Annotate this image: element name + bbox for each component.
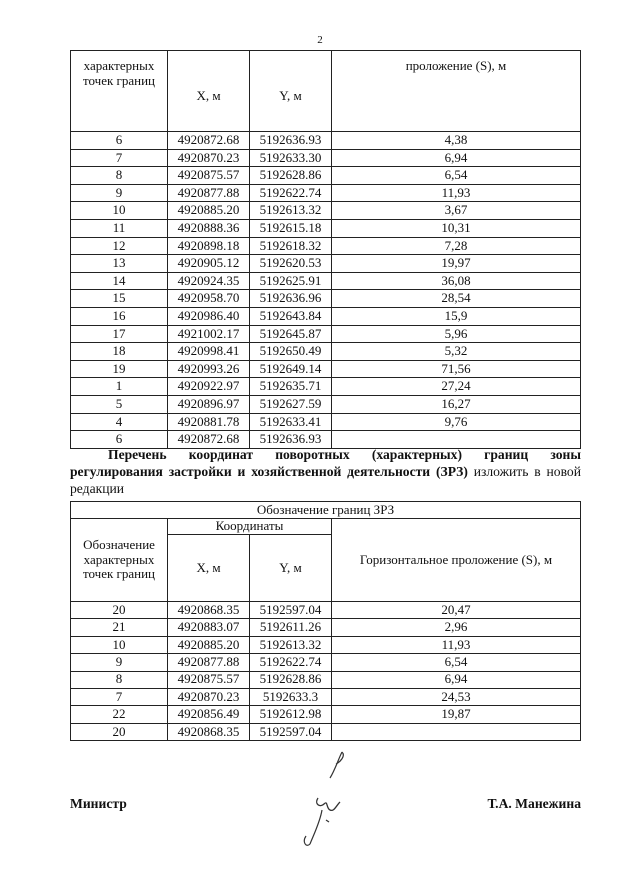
point-cell: 14 (71, 272, 168, 290)
x-cell: 4920986.40 (168, 307, 250, 325)
y-cell: 5192627.59 (250, 395, 332, 413)
signer-name: Т.А. Манежина (487, 796, 581, 811)
point-cell: 21 (71, 619, 168, 636)
table-row (71, 219, 581, 237)
y-cell: 5192636.93 (250, 132, 332, 150)
distance-cell: 11,93 (332, 184, 581, 202)
y-cell: 5192643.84 (250, 307, 332, 325)
paragraph-normal-text: изложить в новой редакции (70, 464, 581, 496)
y-cell: 5192635.71 (250, 378, 332, 396)
x-cell: 4920885.20 (168, 636, 250, 653)
point-cell: 10 (71, 202, 168, 220)
header-distance: Горизонтальное проложение (S), м (332, 519, 581, 602)
y-cell: 5192597.04 (250, 602, 332, 619)
point-cell: 1 (71, 378, 168, 396)
table-row (71, 237, 581, 255)
y-cell: 5192613.32 (250, 636, 332, 653)
table-row (71, 202, 581, 220)
distance-cell (332, 723, 581, 740)
distance-cell: 10,31 (332, 219, 581, 237)
x-cell: 4920868.35 (168, 723, 250, 740)
distance-cell: 24,53 (332, 688, 581, 705)
table-row (71, 167, 581, 185)
x-cell: 4920885.20 (168, 202, 250, 220)
point-cell: 18 (71, 343, 168, 361)
distance-cell: 19,87 (332, 706, 581, 723)
table-row (71, 149, 581, 167)
table-row (71, 378, 581, 396)
distance-cell: 71,56 (332, 360, 581, 378)
point-cell: 8 (71, 671, 168, 688)
x-cell: 4920905.12 (168, 255, 250, 273)
y-cell: 5192633.41 (250, 413, 332, 431)
distance-cell: 9,76 (332, 413, 581, 431)
table-row (71, 132, 581, 150)
x-cell: 4920958.70 (168, 290, 250, 308)
handwritten-signature (280, 748, 360, 858)
header-y: Y, м (250, 534, 332, 601)
table-row (71, 272, 581, 290)
y-cell: 5192615.18 (250, 219, 332, 237)
x-cell: 4920875.57 (168, 671, 250, 688)
point-cell: 9 (71, 184, 168, 202)
point-cell: 7 (71, 149, 168, 167)
x-cell: 4920877.88 (168, 184, 250, 202)
x-cell: 4920896.97 (168, 395, 250, 413)
table-row (71, 307, 581, 325)
table-row (71, 360, 581, 378)
x-cell: 4920883.07 (168, 619, 250, 636)
table-row (71, 184, 581, 202)
point-cell: 6 (71, 132, 168, 150)
x-cell: 4920898.18 (168, 237, 250, 255)
y-cell: 5192633.30 (250, 149, 332, 167)
x-cell: 4920856.49 (168, 706, 250, 723)
table-row (71, 671, 581, 688)
x-cell: 4920881.78 (168, 413, 250, 431)
table-row (71, 688, 581, 705)
distance-cell: 6,94 (332, 149, 581, 167)
x-cell: 4920993.26 (168, 360, 250, 378)
x-cell: 4920870.23 (168, 149, 250, 167)
x-cell: 4920922.97 (168, 378, 250, 396)
y-cell: 5192636.93 (250, 431, 332, 449)
page-number: 2 (317, 34, 323, 46)
table-row (71, 395, 581, 413)
x-cell: 4920870.23 (168, 688, 250, 705)
distance-cell: 28,54 (332, 290, 581, 308)
point-cell: 7 (71, 688, 168, 705)
y-cell: 5192628.86 (250, 671, 332, 688)
point-cell: 20 (71, 723, 168, 740)
distance-cell: 3,67 (332, 202, 581, 220)
table-row (71, 602, 581, 619)
point-cell: 12 (71, 237, 168, 255)
y-cell: 5192612.98 (250, 706, 332, 723)
table-header-row (71, 519, 581, 535)
y-cell: 5192620.53 (250, 255, 332, 273)
point-cell: 9 (71, 654, 168, 671)
table-row (71, 290, 581, 308)
y-cell: 5192650.49 (250, 343, 332, 361)
y-cell: 5192649.14 (250, 360, 332, 378)
y-cell: 5192618.32 (250, 237, 332, 255)
distance-cell: 36,08 (332, 272, 581, 290)
x-cell: 4921002.17 (168, 325, 250, 343)
table-row (71, 723, 581, 740)
y-cell: 5192625.91 (250, 272, 332, 290)
table-row (71, 619, 581, 636)
distance-cell: 11,93 (332, 636, 581, 653)
distance-cell: 16,27 (332, 395, 581, 413)
y-cell: 5192636.96 (250, 290, 332, 308)
point-cell: 5 (71, 395, 168, 413)
table-row (71, 325, 581, 343)
distance-cell: 6,54 (332, 654, 581, 671)
paragraph-bold-text: Перечень координат поворотных (характерных) границ зоны регулирования застройки и хозяйственной деятельности (ЗРЗ) (70, 447, 581, 479)
y-cell: 5192645.87 (250, 325, 332, 343)
y-cell: 5192622.74 (250, 654, 332, 671)
y-cell: 5192611.26 (250, 619, 332, 636)
header-x: X, м (168, 534, 250, 601)
point-cell: 22 (71, 706, 168, 723)
distance-cell: 5,32 (332, 343, 581, 361)
x-cell: 4920924.35 (168, 272, 250, 290)
distance-cell: 5,96 (332, 325, 581, 343)
point-cell: 15 (71, 290, 168, 308)
table-row (71, 413, 581, 431)
table-row (71, 636, 581, 653)
point-cell: 17 (71, 325, 168, 343)
x-cell: 4920868.35 (168, 602, 250, 619)
header-distance: проложение (S), м (332, 51, 581, 132)
table-caption-row (71, 502, 581, 519)
y-cell: 5192628.86 (250, 167, 332, 185)
header-y: Y, м (250, 51, 332, 132)
x-cell: 4920877.88 (168, 654, 250, 671)
distance-cell: 6,94 (332, 671, 581, 688)
x-cell: 4920872.68 (168, 132, 250, 150)
header-point-designation: Обозначение характерных точек границ (71, 519, 168, 602)
header-coordinates: Координаты (168, 519, 332, 535)
header-x: X, м (168, 51, 250, 132)
x-cell: 4920875.57 (168, 167, 250, 185)
point-cell: 6 (71, 431, 168, 449)
header-point-designation: характерных точек границ (71, 51, 168, 132)
point-cell: 11 (71, 219, 168, 237)
point-cell: 19 (71, 360, 168, 378)
point-cell: 13 (71, 255, 168, 273)
table-header-row (71, 51, 581, 132)
x-cell: 4920872.68 (168, 431, 250, 449)
zrz-paragraph (70, 446, 581, 497)
point-cell: 20 (71, 602, 168, 619)
x-cell: 4920998.41 (168, 343, 250, 361)
y-cell: 5192622.74 (250, 184, 332, 202)
zrz-coordinates-table (70, 501, 581, 741)
signer-title: Министр (70, 796, 127, 811)
distance-cell: 15,9 (332, 307, 581, 325)
point-cell: 4 (71, 413, 168, 431)
table-caption: Обозначение границ ЗРЗ (71, 502, 581, 519)
coordinates-table-continued (70, 50, 581, 449)
distance-cell: 2,96 (332, 619, 581, 636)
point-cell: 10 (71, 636, 168, 653)
y-cell: 5192633.3 (250, 688, 332, 705)
point-cell: 8 (71, 167, 168, 185)
distance-cell: 6,54 (332, 167, 581, 185)
table-row (71, 706, 581, 723)
table-row (71, 654, 581, 671)
table-row (71, 255, 581, 273)
distance-cell: 19,97 (332, 255, 581, 273)
table-row (71, 343, 581, 361)
distance-cell: 7,28 (332, 237, 581, 255)
distance-cell: 20,47 (332, 602, 581, 619)
distance-cell: 4,38 (332, 132, 581, 150)
y-cell: 5192613.32 (250, 202, 332, 220)
x-cell: 4920888.36 (168, 219, 250, 237)
distance-cell: 27,24 (332, 378, 581, 396)
y-cell: 5192597.04 (250, 723, 332, 740)
point-cell: 16 (71, 307, 168, 325)
